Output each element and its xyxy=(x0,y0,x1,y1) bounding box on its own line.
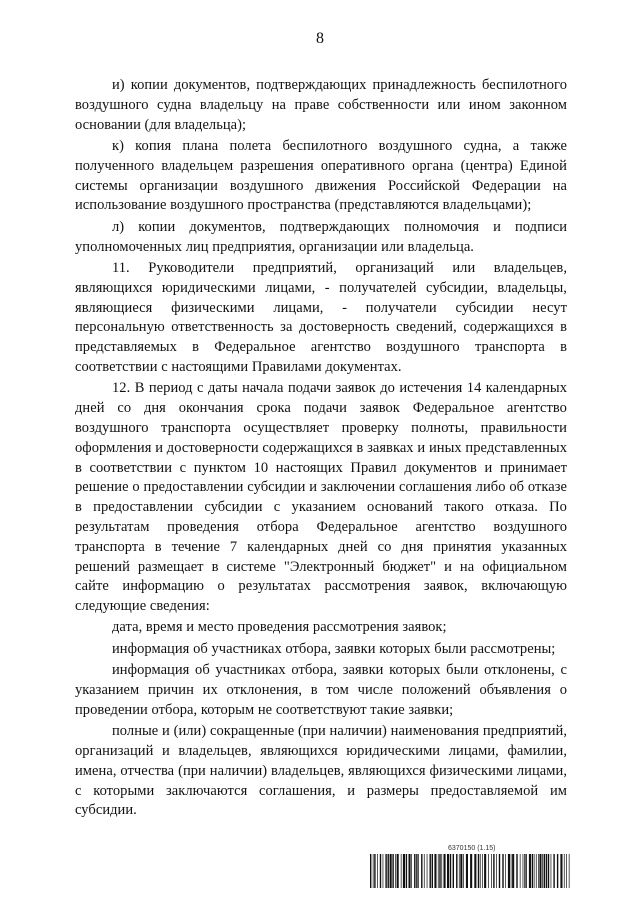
section-11-paragraph: 11. Руководители предприятий, организаций или владельцев, являющихся юридическими лицами, - получателей субсидии, владельцы, являющиеся физическими лицами, - получатели субсидии несут персональную ответственность за достоверность сведений, содержащихся в представляемых в Федеральное агентство воздушного транспорта в соответствии с настоящими Правилами документах. xyxy=(75,259,567,375)
list-item-recipients-names: полные и (или) сокращенные (при наличии) наименования предприятий, организаций и владельцев, являющихся юридическими лицами, фамилии, имена, отчества (при наличии) владельцев, являющихся физическими лицами, с которыми заключаются соглашения, и размеры предоставляемой им субсидии. xyxy=(75,723,567,819)
list-item-date-time-place: дата, время и место проведения рассмотрения заявок; xyxy=(112,619,447,636)
clause-i-paragraph: и) копии документов, подтверждающих принадлежность беспилотного воздушного судна владельцу на праве собственности или ином законном основании (для владельца); xyxy=(75,77,567,133)
page-number: 8 xyxy=(316,30,324,47)
section-12-paragraph: 12. В период с даты начала подачи заявок до истечения 14 календарных дней со дня окончания срока подачи заявок Федеральное агентство воздушного транспорта осуществляет проверку полноты, правильности оформления и достоверности содержащихся в заявках и иных представленных в соответствии с пунктом 10 настоящих Правил документов и принимает решение о предоставлении субсидии и заключении соглашения либо об отказе в предоставлении субсидии с указанием оснований такого отказа. По результатам проведения отбора Федеральное агентство воздушного транспорта в течение 7 календарных дней со дня принятия указанных решений размещает в системе "Электронный бюджет" и на официальном сайте информацию о результатах рассмотрения заявок, включающую следующие сведения: xyxy=(75,380,567,615)
barcode-icon xyxy=(370,854,570,888)
clause-k-paragraph: к) копия плана полета беспилотного воздушного судна, а также полученного владельцем разрешения оперативного органа (центра) Единой системы организации воздушного движения Российской Федерации на использование воздушного пространства (представляются владельцами); xyxy=(75,137,567,214)
document-body xyxy=(75,76,567,823)
list-item-rejected-applications: информация об участниках отбора, заявки которых были отклонены, с указанием причин их отклонения, в том числе положений объявления о проведении отбора, которым не соответствуют такие заявки; xyxy=(75,662,567,718)
clause-l-paragraph: л) копии документов, подтверждающих полномочия и подписи уполномоченных лиц предприятия, организации или владельца. xyxy=(75,218,567,255)
list-item-reviewed-applications: информация об участниках отбора, заявки которых были рассмотрены; xyxy=(112,640,556,657)
document-code: 6370150 (1.15) xyxy=(448,845,496,852)
document-footer xyxy=(370,845,570,891)
